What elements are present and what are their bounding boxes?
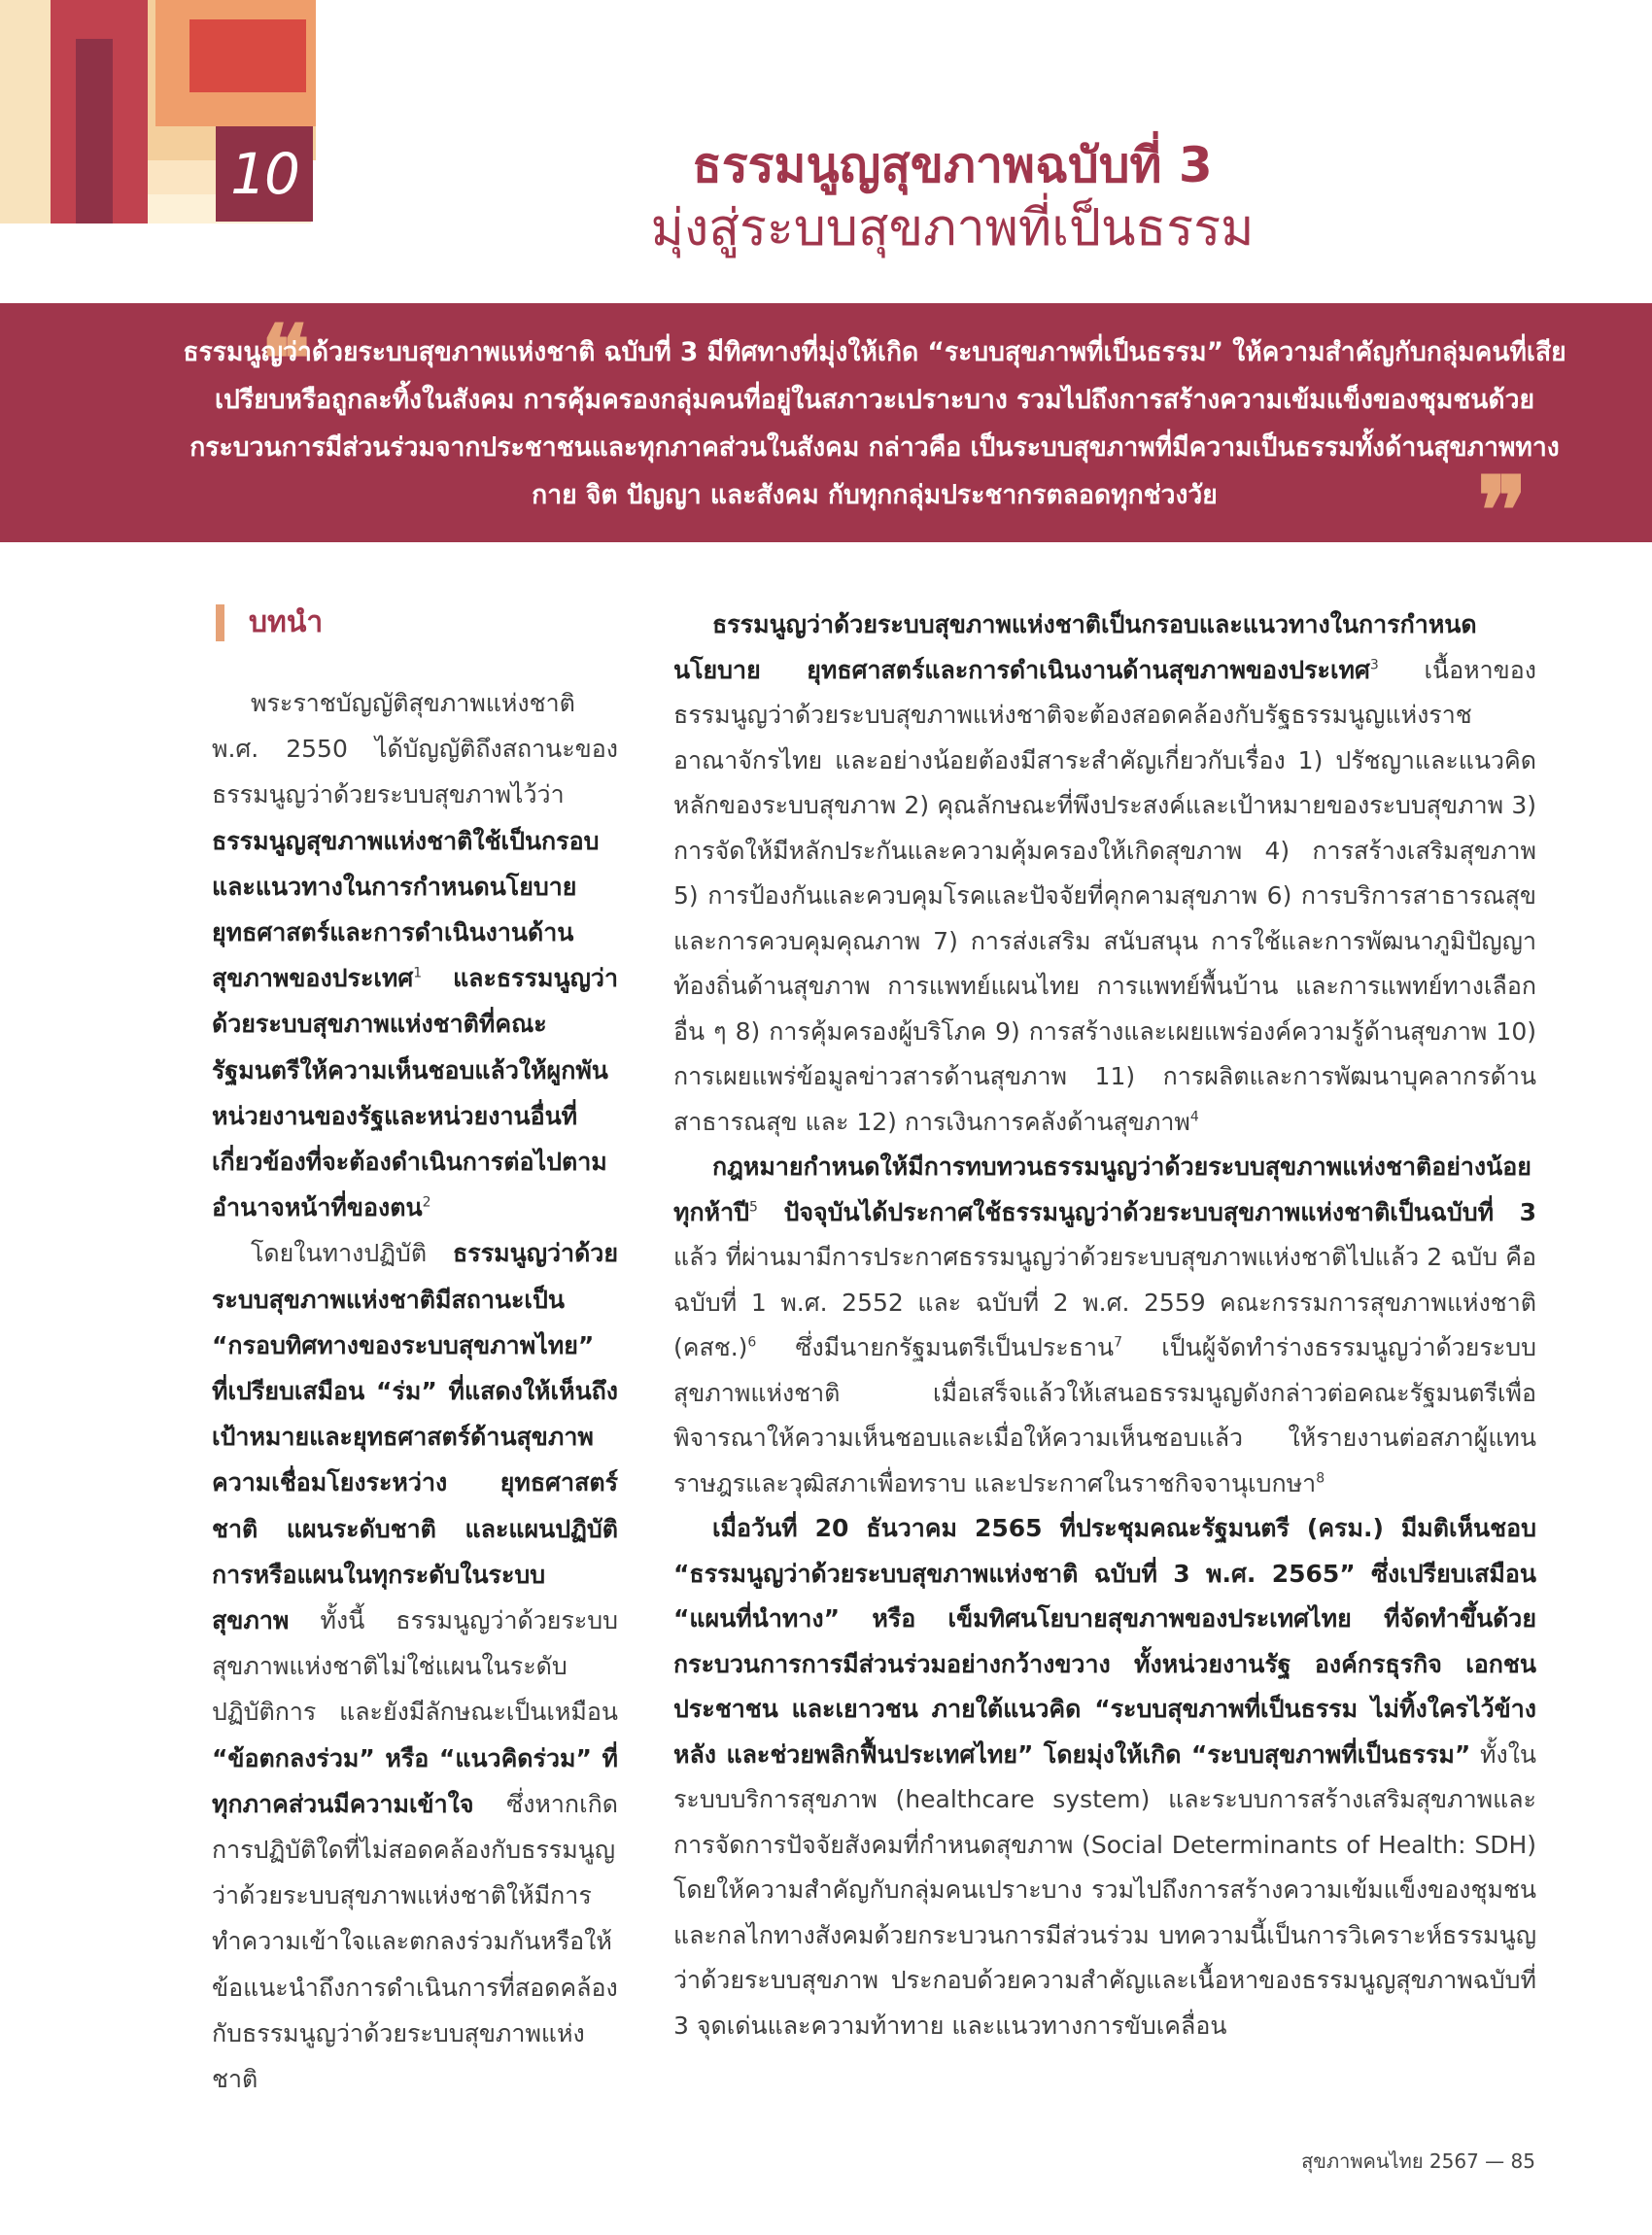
text-run: ทั้งนี้ ธรรมนูญว่าด้วยระบบสุขภาพแห่งชาติไม่ใช่แผนในระดับปฏิบัติการ และยังมีลักษณะเป็นเหมือน (212, 1606, 618, 1727)
text-run: เนื้อหาของธรรมนูญว่าด้วยระบบสุขภาพแห่งชาติจะต้องสอดคล้องกับรัฐธรรมนูญแห่งราชอาณาจักรไทย และอย่างน้อยต้องมีสาระสำคัญเกี่ยวกับเรื่อง 1) ปรัชญาและแนวคิดหลักของระบบสุขภาพ 2) คุณลักษณะที่พึงประสงค์และเป้าหมายของระบบสุขภาพ 3) การจัดให้มีหลักประกันและความคุ้มครองให้เกิดสุขภาพ 4) การสร้างเสริมสุขภาพ 5) การป้องกันและควบคุมโรคและปัจจัยที่คุกคามสุขภาพ 6) การบริการสาธารณสุขและการควบคุมคุณภาพ 7) การส่งเสริม สนับสนุน การใช้และการพัฒนาภูมิปัญญาท้องถิ่นด้านสุขภาพ การแพทย์แผนไทย การแพทย์พื้นบ้าน และการแพทย์ทางเลือกอื่น ๆ 8) การคุ้มครองผู้บริโภค 9) การสร้างและเผยแพร่องค์ความรู้ด้านสุขภาพ 10) การเผยแพร่ข้อมูลข่าวสารด้านสุขภาพ 11) การผลิตและการพัฒนาบุคลากรด้านสาธารณสุข และ 12) การเงินการคลังด้านสุขภาพ (673, 655, 1536, 1136)
right-paragraph-1 (673, 602, 1536, 1145)
text-run: พระราชบัญญัติสุขภาพแห่งชาติ พ.ศ. 2550 ได้บัญญัติถึงสถานะของธรรมนูญว่าด้วยระบบสุขภาพไว้ว่า (212, 689, 618, 809)
bold-text-run: ธรรมนูญสุขภาพแห่งชาติใช้เป็นกรอบและแนวทางในการกำหนดนโยบาย ยุทธศาสตร์และการดำเนินงานด้านสุขภาพของประเทศ (212, 826, 600, 993)
bold-text-run: และธรรมนูญว่าด้วยระบบสุขภาพแห่งชาติที่คณะรัฐมนตรีให้ความเห็นชอบแล้วให้ผูกพันหน่วยงานของรัฐและหน่วยงานอื่นที่เกี่ยวข้องที่จะต้องดำเนินการต่อไปตามอำนาจหน้าที่ของตน (212, 964, 618, 1222)
title-line-2: มุ่งสู่ระบบสุขภาพที่เป็นธรรม (650, 199, 1255, 258)
footnote-ref: 3 (1369, 657, 1379, 673)
page-title (321, 134, 1584, 260)
pull-quote-text: ธรรมนูญว่าด้วยระบบสุขภาพแห่งชาติ ฉบับที่ 3 มีทิศทางที่มุ่งให้เกิด “ระบบสุขภาพที่เป็นธรรม” ให้ความสำคัญกับกลุ่มคนที่เสียเปรียบหรือถูกละทิ้งในสังคม การคุ้มครองกลุ่มคนที่อยู่ในสภาวะเปราะบาง รวมไปถึงการสร้างความเข้มแข็งของชุมชนด้วยกระบวนการมีส่วนร่วมจากประชาชนและทุกภาคส่วนในสังคม กล่าวคือ เป็นระบบสุขภาพที่มีความเป็นธรรมทั้งด้านสุขภาพทางกาย จิต ปัญญา และสังคม กับทุกกลุ่มประชากรตลอดทุกช่วงวัย (183, 337, 1566, 510)
left-column (212, 680, 618, 2102)
footnote-ref: 2 (422, 1194, 431, 1211)
bold-text-run: “ข้อตกลงร่วม” หรือ “แนวคิดร่วม” ที่ทุกภาคส่วนมีความเข้าใจ (212, 1743, 618, 1818)
footnote-ref: 8 (1316, 1470, 1325, 1487)
right-paragraph-3 (673, 1506, 1536, 2048)
close-quote-icon: ❞ (1477, 456, 1528, 566)
page-footer: สุขภาพคนไทย 2567 — 85 (1301, 2149, 1535, 2173)
left-paragraph-2 (212, 1230, 618, 2102)
right-paragraph-2 (673, 1145, 1536, 1506)
bold-text-run: กฎหมายกำหนดให้มีการทบทวนธรรมนูญว่าด้วยระบบสุขภาพแห่งชาติอย่างน้อยทุกห้าปี (673, 1152, 1532, 1226)
section-accent-bar (216, 604, 224, 641)
text-run: ทั้งในระบบบริการสุขภาพ (healthcare system) และระบบการสร้างเสริมสุขภาพและการจัดการปัจจัยสังคมที่กำหนดสุขภาพ (Social Determinants of Health: SDH) โดยให้ความสำคัญกับกลุ่มคนเปราะบาง รวมไปถึงการสร้างความเข้มแข็งของชุมชนและกลไกทางสังคมด้วยกระบวนการมีส่วนร่วม บทความนี้เป็นการวิเคราะห์ธรรมนูญว่าด้วยระบบสุขภาพ ประกอบด้วยความสำคัญและเนื้อหาของธรรมนูญสุขภาพฉบับที่ 3 จุดเด่นและความท้าทาย และแนวทางการขับเคลื่อน (673, 1739, 1537, 2040)
open-quote-icon: ❝ (260, 304, 311, 414)
bold-text-run: ปัจจุบันได้ประกาศใช้ธรรมนูญว่าด้วยระบบสุขภาพแห่งชาติเป็นฉบับที่ 3 (757, 1197, 1536, 1226)
footnote-ref: 4 (1189, 1109, 1199, 1125)
bold-text-run: เมื่อวันที่ 20 ธันวาคม 2565 ที่ประชุมคณะรัฐมนตรี (ครม.) มีมติเห็นชอบ “ธรรมนูญว่าด้วยระบบสุขภาพแห่งชาติ ฉบับที่ 3 พ.ศ. 2565” ซึ่งเปรียบเสมือน “แผนที่นำทาง” หรือ เข็มทิศนโยบายสุขภาพของประเทศไทย ที่จัดทำขึ้นด้วยกระบวนการการมีส่วนร่วมอย่างกว้างขวาง ทั้งหน่วยงานรัฐ องค์กรธุรกิจ เอกชน ประชาชน และเยาวชน ภายใต้แนวคิด “ระบบสุขภาพที่เป็นธรรม ไม่ทิ้งใครไว้ข้างหลัง และช่วยพลิกฟื้นประเทศไทย” โดยมุ่งให้เกิด “ระบบสุขภาพที่เป็นธรรม” (673, 1514, 1536, 1769)
bold-text-run: ธรรมนูญว่าด้วยระบบสุขภาพแห่งชาติเป็นกรอบและแนวทางในการกำหนดนโยบาย ยุทธศาสตร์และการดำเนินงานด้านสุขภาพของประเทศ (673, 610, 1477, 684)
text-run: ซึ่งมีนายกรัฐมนตรีเป็นประธาน (756, 1333, 1115, 1361)
chapter-number: 10 (216, 126, 313, 222)
footnote-ref: 5 (749, 1199, 758, 1216)
bold-text-run: ธรรมนูญว่าด้วยระบบสุขภาพแห่งชาติมีสถานะเป็น “กรอบทิศทางของระบบสุขภาพไทย” ที่เปรียบเสมือน “ร่ม” ที่แสดงให้เห็นถึงเป้าหมายและยุทธศาสตร์ด้านสุขภาพ ความเชื่อมโยงระหว่าง ยุทธศาสตร์ชาติ แผนระดับชาติ และแผนปฏิบัติการหรือแผนในทุกระดับในระบบสุขภาพ (212, 1239, 618, 1635)
text-run: ซึ่งหากเกิดการปฏิบัติใดที่ไม่สอดคล้องกับธรรมนูญว่าด้วยระบบสุขภาพแห่งชาติให้มีการทำความเข้าใจและตกลงร่วมกันหรือให้ข้อแนะนำถึงการดำเนินการที่สอดคล้องกับธรรมนูญว่าด้วยระบบสุขภาพแห่งชาติ (212, 1789, 618, 2094)
title-line-1: ธรรมนูญสุขภาพฉบับที่ 3 (692, 137, 1213, 193)
right-column (673, 602, 1536, 2048)
text-run: แล้ว ที่ผ่านมามีการประกาศธรรมนูญว่าด้วยระบบสุขภาพแห่งชาติไปแล้ว 2 ฉบับ คือ ฉบับที่ 1 พ.ศ. 2552 และ ฉบับที่ 2 พ.ศ. 2559 คณะกรรมการสุขภาพแห่งชาติ (คสช.) (673, 1243, 1536, 1361)
section-heading: บทนำ (249, 605, 324, 639)
footnote-ref: 1 (413, 965, 423, 981)
text-run: เป็นผู้จัดทำร่างธรรมนูญว่าด้วยระบบสุขภาพแห่งชาติ เมื่อเสร็จแล้วให้เสนอธรรมนูญดังกล่าวต่อคณะรัฐมนตรีเพื่อพิจารณาให้ความเห็นชอบและเมื่อให้ความเห็นชอบแล้ว ให้รายงานต่อสภาผู้แทนราษฎรและวุฒิสภาเพื่อทราบ และประกาศในราชกิจจานุเบกษา (673, 1333, 1536, 1497)
footnote-ref: 7 (1114, 1334, 1123, 1351)
text-run: โดยในทางปฏิบัติ (251, 1239, 454, 1268)
footnote-ref: 6 (747, 1334, 757, 1351)
left-paragraph-1 (212, 680, 618, 1230)
